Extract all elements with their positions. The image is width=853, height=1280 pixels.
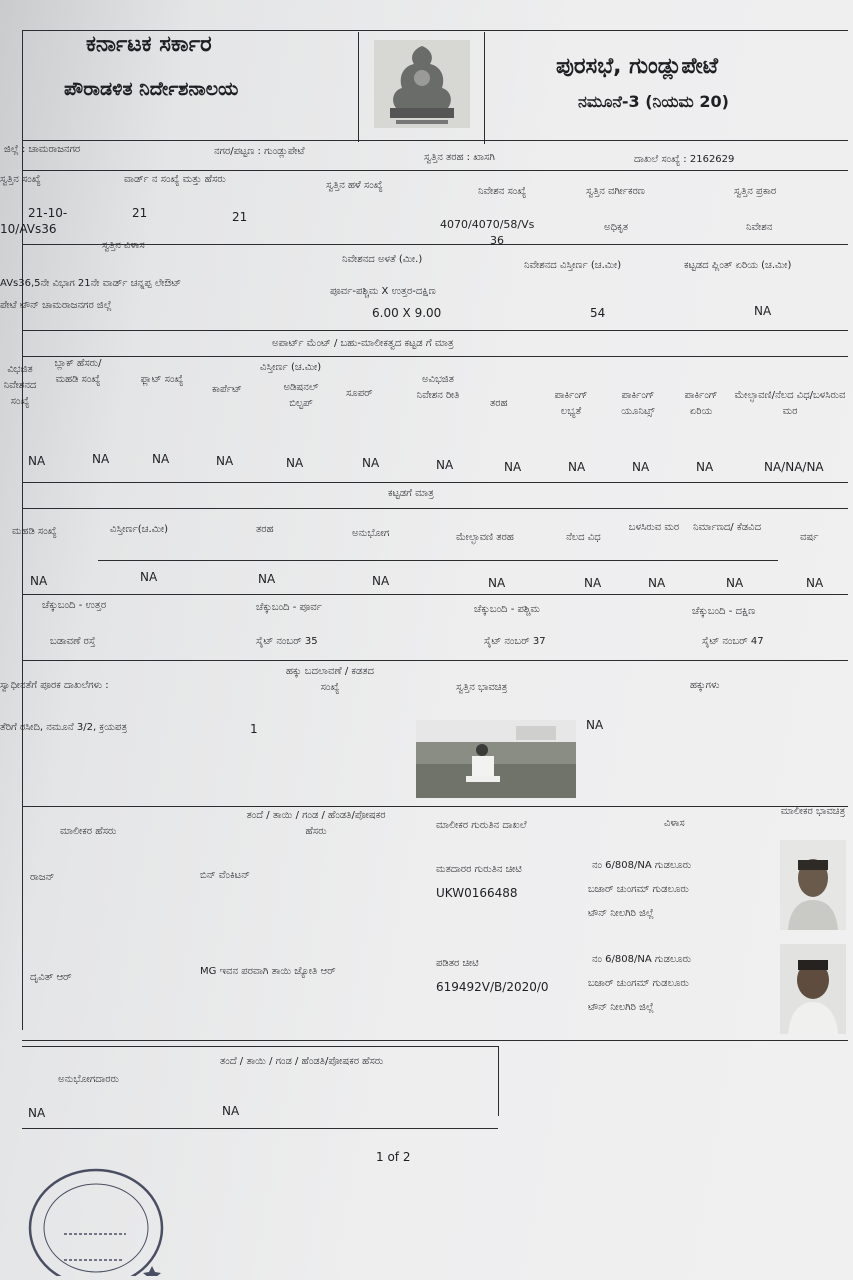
h-occupant-relation: ತಂದೆ / ತಾಯಿ / ಗಂಡ / ಹೆಂಡತಿ/ಪೋಷಕರ ಹೆಸರು [220, 1056, 384, 1067]
state-emblem [374, 40, 470, 128]
building-title-line [22, 508, 848, 509]
property-photo [416, 720, 576, 798]
h-property-photo: ಸ್ವತ್ತಿನ ಭಾವಚಿತ್ರ [456, 682, 508, 693]
bld-value-8: NA [726, 576, 744, 590]
boundary-north-label: ಚೆಕ್ಕುಬಂದಿ - ಉತ್ತರ [42, 600, 107, 611]
apt-value-5: NA [286, 456, 304, 470]
h-apt-type: ತರಹ [490, 398, 508, 409]
h-apt-area-group: ವಿಸ್ತೀರ್ಣ (ಚ.ಮೀ) [260, 362, 322, 373]
v-occupant-name: NA [28, 1106, 46, 1120]
h-address: ಸ್ವತ್ತಿನ ವಿಳಾಸ [102, 240, 145, 251]
bld-value-9: NA [806, 576, 824, 590]
v-site-number-1: 4070/4070/58/Vs [440, 218, 535, 231]
v-address-1: AVs36,5ನೇ ವಿಭಾಗ 21ನೇ ವಾರ್ಡ್ ಚನ್ನಪ್ಪ ಲೇಔಟ್ [0, 278, 182, 289]
apt-value-6: NA [362, 456, 380, 470]
owner-2-name: ದೃವಿತ್ ಆರ್ [30, 972, 72, 983]
apt-value-10: NA [632, 460, 650, 474]
owners-bottom-line [22, 1040, 848, 1041]
v-property-kind: ನಿವೇಶನ [746, 222, 773, 233]
owner-2-relation: MG ಇವನ ಪರವಾಗಿ ತಾಯಿ ಜ್ಯೋತಿ ಆರ್ [200, 966, 336, 977]
owner-1-name: ರಾಜನ್ [30, 872, 55, 883]
record-number: ದಾಖಲೆ ಸಂಖ್ಯೆ : 2162629 [634, 154, 735, 165]
v-rights: NA [586, 718, 604, 732]
header-divider-right [484, 32, 485, 144]
owner-1-address-3: ಟೌನ್ ನೀಲಗಿರಿ ಜಿಲ್ಲೆ [588, 908, 654, 919]
h-ward: ವಾರ್ಡ್ ನ ಸಂಖ್ಯೆ ಮತ್ತು ಹೆಸರು [124, 174, 226, 185]
v-dimension-label: ಪೂರ್ವ-ಪಶ್ಚಿಮ X ಉತ್ತರ-ದಕ್ಷಿಣ [330, 286, 436, 297]
municipality-name: ಪುರಸಭೆ, ಗುಂಡ್ಲುಪೇಟೆ [556, 54, 719, 79]
h-supporting-docs: ಸ್ವಾಧೀನತೆಗೆ ಪೂರಕ ದಾಖಲೆಗಳು : [0, 680, 109, 691]
h-bld-construct: ನಿರ್ಮಾಣದ/ ಕೆಡವಿದ [692, 522, 762, 533]
owner-2-id-number: 619492V/B/2020/0 [436, 980, 549, 994]
boundary-east-label: ಚೆಕ್ಕುಬಂದಿ - ಪೂರ್ವ [256, 602, 322, 613]
h-bld-area: ವಿಸ್ತೀರ್ಣ(ಚ.ಮೀ) [110, 524, 169, 535]
district: ಜಿಲ್ಲೆ : ಚಾಮರಾಜನಗರ [4, 144, 81, 155]
apartment-bottom-line [22, 482, 848, 483]
owner-2-address-1: ನಂ 6/808/NA ಗುಡಲೂರು [592, 954, 692, 965]
building-header-line [98, 560, 778, 561]
h-apt-block: ಬ್ಲಾಕ್ ಹೆಸರು/ ಮಹಡಿ ಸಂಖ್ಯೆ [54, 358, 102, 385]
v-address-2: ಪೇಟೆ ಟೌನ್ ಚಾಮರಾಜನಗರ ಜಿಲ್ಲೆ [0, 300, 112, 311]
h-owner-name: ಮಾಲೀಕರ ಹೆಸರು [60, 826, 117, 837]
building-title: ಕಟ್ಟಡಗೆ ಮಾತ್ರ [388, 488, 434, 499]
h-mutation-number: ಹಕ್ಕು ಬದಲಾವಣೆ / ಕಡತದ ಸಂಖ್ಯೆ [285, 666, 375, 693]
bld-value-1: NA [30, 574, 48, 588]
page-number: 1 of 2 [376, 1150, 411, 1164]
bld-value-3: NA [258, 572, 276, 586]
apt-value-4: NA [216, 454, 234, 468]
owner-2-address-2: ಬಜಾರ್ ಚುಂಗಮ್ ಗುಡಲೂರು [588, 978, 689, 989]
owner-1-id-type: ಮತದಾರರ ಗುರುತಿನ ಚೀಟಿ [436, 864, 522, 875]
owner-1-relation: ಬಿನ್ ವೆಂಕಿಟನ್ [200, 870, 250, 881]
owner-2-photo [780, 944, 846, 1034]
v-property-id-1: 21-10- [28, 206, 68, 220]
occupant-bottom-line [22, 1128, 498, 1129]
v-property-id-2: 10/AVs36 [0, 222, 57, 236]
h-plinth-area: ಕಟ್ಟಡದ ಪ್ಲಿಂತ್ ಏರಿಯ (ಚ.ಮೀ) [684, 260, 792, 271]
building-bottom-line [22, 594, 848, 595]
h-property-kind: ಸ್ವತ್ತಿನ ಪ್ರಕಾರ [734, 186, 777, 197]
header-bottom-line [22, 140, 848, 141]
h-owner-address: ವಿಳಾಸ [664, 818, 685, 829]
h-bld-year: ವರ್ಷ [800, 532, 819, 543]
h-apt-super: ಸೂಪರ್ [346, 388, 373, 399]
h-bld-floortype: ನೆಲದ ವಿಧ [566, 532, 601, 543]
info-bottom-line [22, 170, 848, 171]
v-site-area: 54 [590, 306, 606, 320]
bld-value-5: NA [488, 576, 506, 590]
boundary-east: ಸೈಟ್ ನಂಬರ್ 35 [256, 636, 318, 647]
owner-2-id-type: ಪಡಿತರ ಚೀಟಿ [436, 958, 479, 969]
boundary-south-label: ಚೆಕ್ಕುಬಂದಿ - ದಕ್ಷಿಣ [692, 606, 756, 617]
h-bld-wood: ಬಳಸಿರುವ ಮರ [628, 522, 680, 533]
property-photo-image [416, 720, 576, 798]
department-name: ಪೌರಾಡಳಿತ ನಿರ್ದೇಶನಾಲಯ [64, 78, 239, 100]
h-old-number: ಸ್ವತ್ತಿನ ಹಳೆ ಸಂಖ್ಯೆ [326, 180, 383, 191]
apt-value-9: NA [568, 460, 586, 474]
h-bld-usage: ಅನುಭೋಗ [352, 528, 390, 539]
owner-portrait-icon [780, 840, 846, 930]
h-site-area: ನಿವೇಶನದ ವಿಸ್ತೀರ್ಣ (ಚ.ಮೀ) [524, 260, 622, 271]
boundary-west: ಸೈಟ್ ನಂಬರ್ 37 [484, 636, 546, 647]
h-apt-carpet: ಕಾರ್ಪೆಟ್ [212, 384, 242, 395]
v-old-number: 21 [232, 210, 248, 224]
h-site-dimensions: ನಿವೇಶನದ ಅಳತೆ (ಮೀ.) [342, 254, 423, 265]
v-ward: 21 [132, 206, 148, 220]
top-border [22, 30, 848, 31]
v-occupant-relation: NA [222, 1104, 240, 1118]
documents-bottom-line [22, 806, 848, 807]
bld-value-2: NA [140, 570, 158, 584]
h-apt-flat: ಫ್ಲಾಟ್ ಸಂಖ್ಯೆ [140, 374, 184, 385]
bld-value-4: NA [372, 574, 390, 588]
header-divider-left [358, 32, 359, 142]
v-classification: ಅಧಿಕೃತ [604, 222, 629, 233]
v-dimensions: 6.00 X 9.00 [372, 306, 442, 320]
h-bld-roof: ಮೇಲ್ಛಾವಣಿ ತರಹ [456, 532, 514, 543]
v-mutation-number: 1 [250, 722, 258, 736]
owner-1-address-2: ಬಜಾರ್ ಚುಂಗಮ್ ಗುಡಲೂರು [588, 884, 689, 895]
property-type: ಸ್ವತ್ತಿನ ತರಹ : ಖಾಸಗಿ [424, 152, 495, 163]
occupant-right-border [498, 1046, 499, 1116]
apartment-title-line [22, 356, 848, 357]
bld-value-7: NA [648, 576, 666, 590]
h-owner-relation: ತಂದೆ / ತಾಯಿ / ಗಂಡ / ಹೆಂಡತಿ/ಪೋಷಕರ ಹೆಸರು [246, 810, 386, 837]
occupant-top-line [22, 1046, 498, 1047]
h-apt-park-units: ಪಾರ್ಕಿಂಗ್ ಯೂನಿಟ್ಸ್ [621, 390, 655, 417]
boundary-north: ಬಡಾವಣೆ ರಸ್ತೆ [50, 636, 96, 647]
h-apt-roof: ಮೇಲ್ಛಾವಣಿ/ನೆಲದ ವಿಧ/ಬಳಸಿರುವ ಮರ [734, 390, 846, 417]
boundaries-bottom-line [22, 660, 848, 661]
v-site-number-2: 36 [490, 234, 504, 247]
town: ನಗರ/ಪಟ್ಟಣ : ಗುಂಡ್ಲುಪೇಟೆ [214, 146, 305, 157]
v-supporting-docs: ತೆರಿಗೆ ರಸೀದಿ, ನಮೂನೆ 3/2, ಕ್ರಯಪತ್ರ [0, 722, 128, 733]
bld-value-6: NA [584, 576, 602, 590]
h-bld-floor: ಮಹಡಿ ಸಂಖ್ಯೆ [12, 526, 57, 537]
owner-1-id-number: UKW0166488 [436, 886, 518, 900]
address-bottom-line [22, 330, 848, 331]
apt-value-3: NA [152, 452, 170, 466]
form-number: ನಮೂನೆ-3 (ನಿಯಮ 20) [578, 92, 729, 111]
h-bld-type: ತರಹ [256, 524, 274, 535]
apartment-title: ಅಪಾರ್ಟ್ ಮೆಂಟ್ / ಬಹು-ಮಾಲೀಕತ್ವದ ಕಟ್ಟಡ ಗೆ ಮಾತ್ರ [272, 338, 454, 349]
h-apt-park-avail: ಪಾರ್ಕಿಂಗ್ ಲಭ್ಯತೆ [554, 390, 588, 417]
office-seal [16, 1158, 168, 1276]
h-rights: ಹಕ್ಕುಗಳು [690, 680, 720, 691]
h-owner-id-proof: ಮಾಲೀಕರ ಗುರುತಿನ ದಾಖಲೆ [436, 820, 527, 831]
prop-bottom-line [22, 244, 848, 245]
h-property-id: ಸ್ವತ್ತಿನ ಸಂಖ್ಯೆ [0, 174, 41, 185]
boundary-south: ಸೈಟ್ ನಂಬರ್ 47 [702, 636, 764, 647]
emblem-icon [374, 40, 470, 128]
apt-value-2: NA [92, 452, 110, 466]
apt-value-1: NA [28, 454, 46, 468]
h-apt-undivided: ಅವಿಭಜಿತ ನಿವೇಶನ ರೀತಿ [416, 374, 460, 401]
seal-stamp-icon [16, 1158, 168, 1276]
gov-title: ಕರ್ನಾಟಕ ಸರ್ಕಾರ [86, 32, 212, 57]
apt-value-11: NA [696, 460, 714, 474]
owner-1-address-1: ನಂ 6/808/NA ಗುಡಲೂರು [592, 860, 692, 871]
h-classification: ಸ್ವತ್ತಿನ ವರ್ಗೀಕರಣ [586, 186, 645, 197]
h-owner-photo: ಮಾಲೀಕರ ಭಾವಚಿತ್ರ [780, 806, 846, 817]
h-site-number: ನಿವೇಶನ ಸಂಖ್ಯೆ [478, 186, 527, 197]
apt-value-7: NA [436, 458, 454, 472]
h-apt-additional: ಅಡಿಷನಲ್ ಬಿಲ್ಟಪ್ [283, 382, 319, 409]
owner-1-photo [780, 840, 846, 930]
h-occupant-name: ಅನುಭೋಗದಾರರು [58, 1074, 119, 1085]
v-plinth-area: NA [754, 304, 772, 318]
h-apt-park-area: ಪಾರ್ಕಿಂಗ್ ಏರಿಯ [684, 390, 718, 417]
apt-value-8: NA [504, 460, 522, 474]
owner-2-address-3: ಟೌನ್ ನೀಲಗಿರಿ ಜಿಲ್ಲೆ [588, 1002, 654, 1013]
h-apt-unit: ವಿಭಜಿತ ನಿವೇಶನದ ಸಂಖ್ಯೆ [3, 364, 37, 407]
apt-value-12: NA/NA/NA [764, 460, 824, 474]
child-portrait-icon [780, 944, 846, 1034]
boundary-west-label: ಚೆಕ್ಕುಬಂದಿ - ಪಶ್ಚಿಮ [474, 604, 540, 615]
